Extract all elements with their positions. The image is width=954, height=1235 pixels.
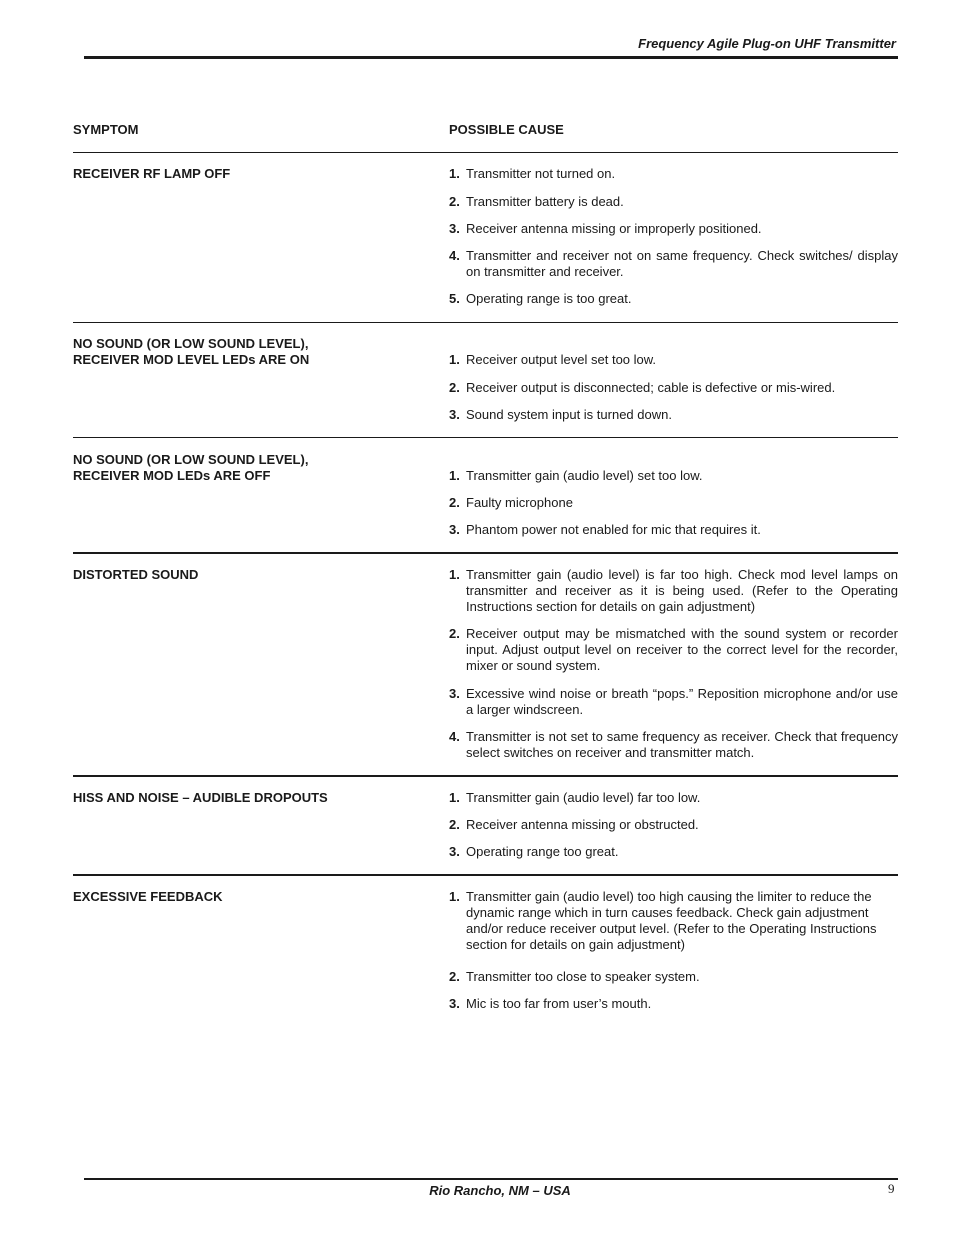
cause-number: 2.	[449, 626, 460, 641]
cause-number: 3.	[449, 407, 460, 422]
symptom-line: NO SOUND (OR LOW SOUND LEVEL),	[73, 336, 309, 351]
cause-text: Mic is too far from user’s mouth.	[466, 996, 652, 1011]
page-number: 9	[888, 1181, 895, 1196]
footer-rule	[84, 1178, 898, 1180]
header-rule	[84, 56, 898, 59]
cause-number: 1.	[449, 352, 460, 367]
symptom-line: HISS AND NOISE – AUDIBLE DROPOUTS	[73, 790, 328, 805]
cause-text: Receiver output may be mismatched with the sound system or recorder input. Adjust output level on receiver to the correct level for the recorder, mixer or sound system.	[466, 626, 898, 673]
cause-text: Transmitter battery is dead.	[466, 194, 624, 209]
cause-number: 3.	[449, 522, 460, 537]
cause-text: Sound system input is turned down.	[466, 407, 672, 422]
cause-number: 3.	[449, 686, 460, 701]
symptom-label	[73, 790, 413, 806]
symptom-column-heading: SYMPTOM	[73, 122, 139, 137]
cause-text: Transmitter gain (audio level) set too low.	[466, 468, 703, 483]
heading-rule	[73, 152, 898, 153]
cause-number: 2.	[449, 495, 460, 510]
cause-number: 3.	[449, 996, 460, 1011]
cause-text: Transmitter gain (audio level) far too low.	[466, 790, 701, 805]
symptom-label	[73, 336, 413, 368]
cause-number: 3.	[449, 844, 460, 859]
cause-number: 1.	[449, 790, 460, 805]
section-rule	[73, 552, 898, 554]
cause-number: 4.	[449, 729, 460, 744]
cause-number: 1.	[449, 166, 460, 181]
cause-text: Operating range is too great.	[466, 291, 632, 306]
cause-number: 5.	[449, 291, 460, 306]
cause-text: Transmitter is not set to same frequency as receiver. Check that frequency select switches on receiver and transmitter match.	[466, 729, 898, 760]
header-title: Frequency Agile Plug-on UHF Transmitter	[638, 36, 896, 51]
cause-text: Receiver output level set too low.	[466, 352, 657, 367]
cause-text: Operating range too great.	[466, 844, 619, 859]
cause-text: Transmitter and receiver not on same frequency. Check switches/ display on transmitter and receiver.	[466, 248, 898, 279]
cause-text: Transmitter gain (audio level) is far too high. Check mod level lamps on transmitter and receiver as it is being used. (Refer to the Operating Instructions section for details on gain adjustment)	[466, 567, 898, 614]
cause-number: 3.	[449, 221, 460, 236]
cause-text: Receiver antenna missing or improperly positioned.	[466, 221, 762, 236]
symptom-label	[73, 889, 413, 905]
cause-number: 1.	[449, 567, 460, 582]
symptom-label	[73, 567, 413, 583]
cause-number: 1.	[449, 889, 460, 904]
cause-number: 2.	[449, 817, 460, 832]
symptom-line: NO SOUND (OR LOW SOUND LEVEL),	[73, 452, 309, 467]
cause-number: 2.	[449, 969, 460, 984]
cause-text: Transmitter too close to speaker system.	[466, 969, 700, 984]
symptom-line: DISTORTED SOUND	[73, 567, 199, 582]
section-rule	[73, 874, 898, 876]
section-rule	[73, 775, 898, 777]
cause-number: 2.	[449, 194, 460, 209]
symptom-line: RECEIVER MOD LEDs ARE OFF	[73, 468, 271, 483]
cause-text: Transmitter gain (audio level) too high causing the limiter to reduce the dynamic range which in turn causes feedback. Check gain adjustment and/or reduce receiver output level. (Refer to the Operating Instructions section for details on gain adjustment)	[466, 889, 877, 952]
symptom-label	[73, 166, 413, 182]
cause-column-heading: POSSIBLE CAUSE	[449, 122, 564, 137]
section-rule	[73, 437, 898, 438]
cause-text: Receiver antenna missing or obstructed.	[466, 817, 699, 832]
cause-text: Excessive wind noise or breath “pops.” Reposition microphone and/or use a larger windscreen.	[466, 686, 898, 717]
cause-number: 1.	[449, 468, 460, 483]
section-rule	[73, 322, 898, 323]
cause-text: Receiver output is disconnected; cable is defective or mis-wired.	[466, 380, 836, 395]
cause-text: Faulty microphone	[466, 495, 573, 510]
cause-text: Transmitter not turned on.	[466, 166, 616, 181]
symptom-line: RECEIVER MOD LEVEL LEDs ARE ON	[73, 352, 310, 367]
cause-text: Phantom power not enabled for mic that requires it.	[466, 522, 761, 537]
cause-number: 4.	[449, 248, 460, 263]
symptom-line: RECEIVER RF LAMP OFF	[73, 166, 231, 181]
footer-location: Rio Rancho, NM – USA	[429, 1183, 571, 1198]
symptom-label	[73, 452, 413, 484]
symptom-line: EXCESSIVE FEEDBACK	[73, 889, 223, 904]
cause-number: 2.	[449, 380, 460, 395]
